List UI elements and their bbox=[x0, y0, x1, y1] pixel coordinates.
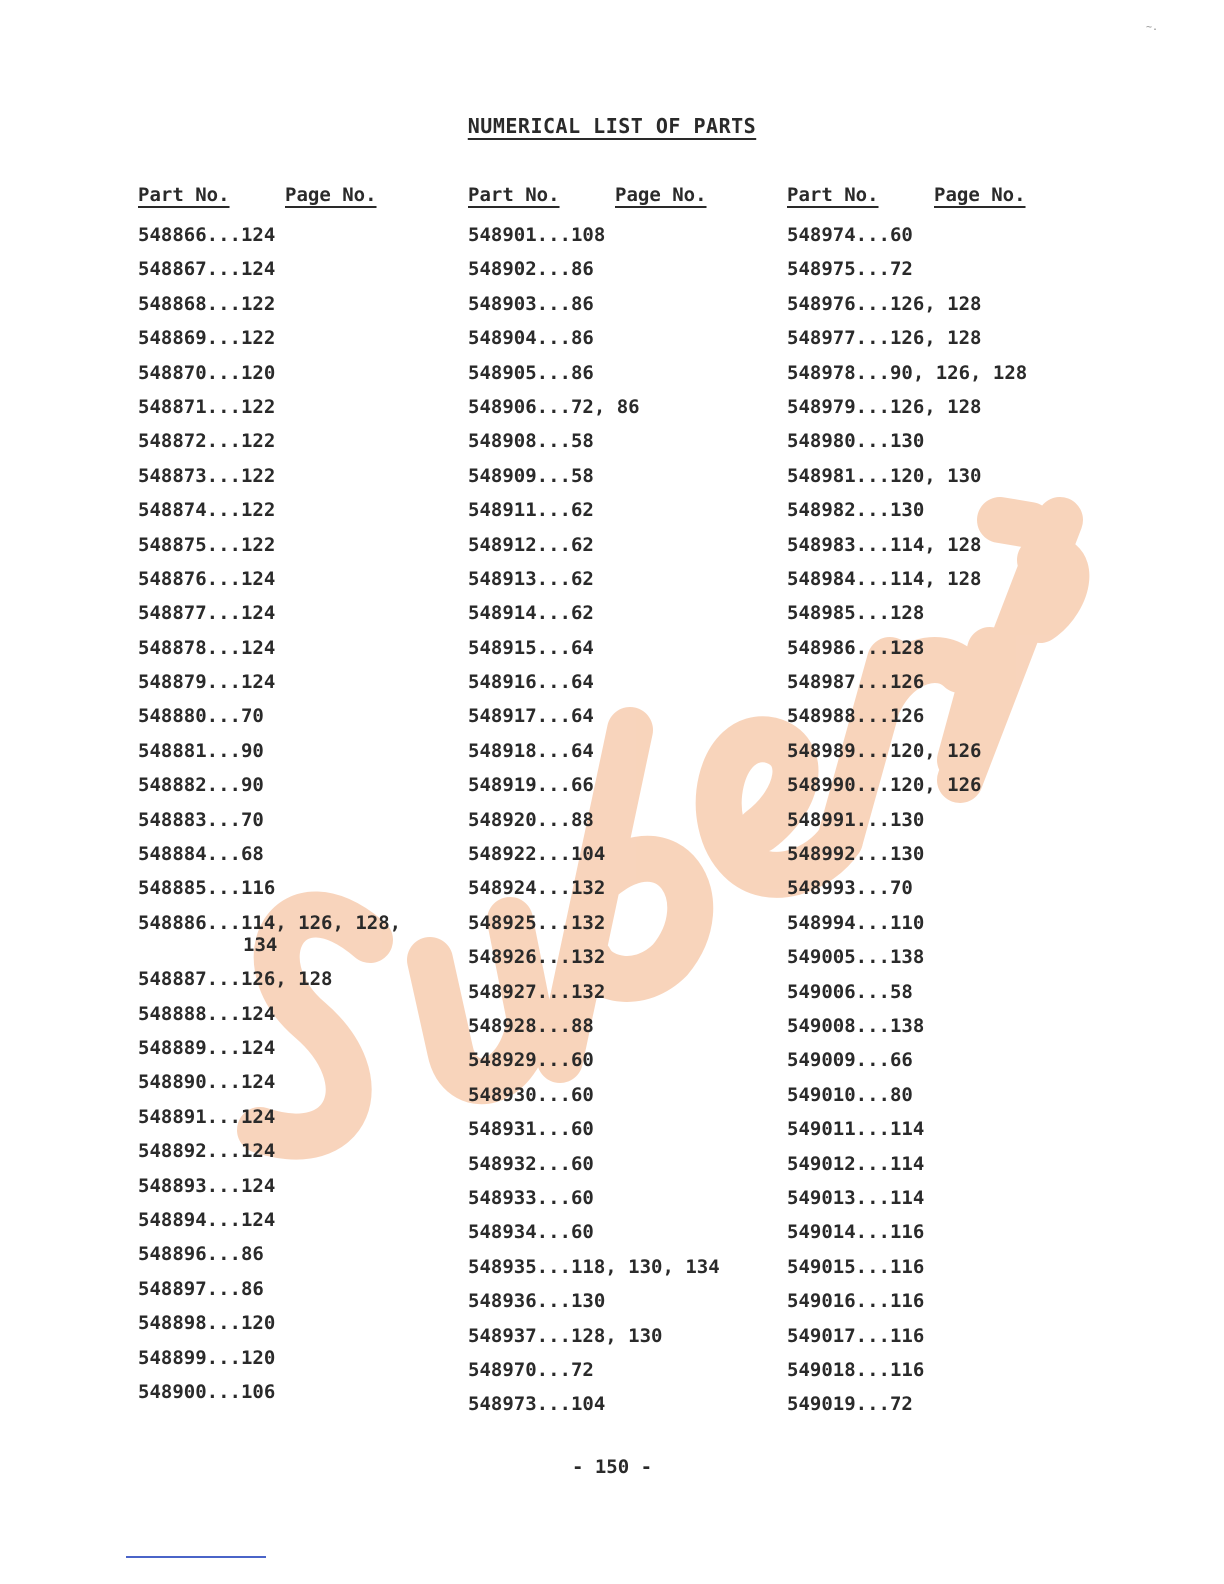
part-entry: 548880...70 bbox=[138, 705, 264, 728]
part-entry: 548977...126, 128 bbox=[787, 327, 982, 350]
parts-column-1 bbox=[138, 184, 401, 1403]
part-entry: 548985...128 bbox=[787, 602, 925, 625]
part-entry: 548990...120, 126 bbox=[787, 774, 982, 797]
part-entry: 548978...90, 126, 128 bbox=[787, 361, 1028, 384]
part-entry: 548894...124 bbox=[138, 1208, 276, 1231]
part-entry: 548933...60 bbox=[468, 1186, 594, 1209]
part-entry: 548913...62 bbox=[468, 567, 594, 590]
part-entry: 548930...60 bbox=[468, 1083, 594, 1106]
footer-rule bbox=[126, 1556, 266, 1558]
part-entry: 548909...58 bbox=[468, 464, 594, 487]
column-header bbox=[468, 184, 720, 224]
part-entry: 548877...124 bbox=[138, 602, 276, 625]
part-entry: 548899...120 bbox=[138, 1346, 276, 1369]
part-entry: 548898...120 bbox=[138, 1312, 276, 1335]
part-entry: 548904...86 bbox=[468, 327, 594, 350]
part-entry: 548991...130 bbox=[787, 808, 925, 831]
part-entry: 548935...118, 130, 134 bbox=[468, 1255, 720, 1278]
part-entry: 548869...122 bbox=[138, 327, 276, 350]
part-entry: 548875...122 bbox=[138, 533, 276, 556]
part-entry: 548874...122 bbox=[138, 499, 276, 522]
part-entry: 548906...72, 86 bbox=[468, 395, 640, 418]
part-entry: 549014...116 bbox=[787, 1221, 925, 1244]
scan-mark: ~. bbox=[1146, 22, 1159, 33]
part-entry: 548867...124 bbox=[138, 258, 276, 281]
part-entry: 548902...86 bbox=[468, 258, 594, 281]
part-entry: 548986...128 bbox=[787, 636, 925, 659]
part-entry: 548870...120 bbox=[138, 361, 276, 384]
part-entry: 548932...60 bbox=[468, 1152, 594, 1175]
part-entry: 548936...130 bbox=[468, 1290, 606, 1313]
part-entry: 548919...66 bbox=[468, 774, 594, 797]
part-entry: 548911...62 bbox=[468, 499, 594, 522]
part-entry: 548916...64 bbox=[468, 671, 594, 694]
part-entry: 548872...122 bbox=[138, 430, 276, 453]
part-entry: 548917...64 bbox=[468, 705, 594, 728]
part-entry: 548989...120, 126 bbox=[787, 739, 982, 762]
part-entry: 548920...88 bbox=[468, 808, 594, 831]
page-no-header: Page No. bbox=[285, 184, 377, 206]
part-entry: 548900...106 bbox=[138, 1380, 276, 1403]
part-entry: 548987...126 bbox=[787, 671, 925, 694]
part-entry: 549010...80 bbox=[787, 1083, 913, 1106]
parts-column-2 bbox=[468, 184, 720, 1415]
part-entry: 548908...58 bbox=[468, 430, 594, 453]
part-entry: 548992...130 bbox=[787, 843, 925, 866]
part-entry: 548931...60 bbox=[468, 1118, 594, 1141]
part-entry: 548873...122 bbox=[138, 464, 276, 487]
part-no-header: Part No. bbox=[138, 184, 230, 206]
part-entry: 549015...116 bbox=[787, 1255, 925, 1278]
part-entry: 549012...114 bbox=[787, 1152, 925, 1175]
part-entry: 548905...86 bbox=[468, 361, 594, 384]
part-entry: 548983...114, 128 bbox=[787, 533, 982, 556]
part-entry: 549005...138 bbox=[787, 946, 925, 969]
part-entry: 548994...110 bbox=[787, 911, 925, 934]
part-entry: 548912...62 bbox=[468, 533, 594, 556]
part-entry: 548937...128, 130 bbox=[468, 1324, 663, 1347]
part-entry: 549017...116 bbox=[787, 1324, 925, 1347]
part-entry: 548884...68 bbox=[138, 843, 264, 866]
part-entry: 548922...104 bbox=[468, 843, 606, 866]
parts-column-3 bbox=[787, 184, 1027, 1415]
part-entry: 548892...124 bbox=[138, 1140, 276, 1163]
parts-list bbox=[138, 224, 401, 1403]
parts-list bbox=[787, 224, 1027, 1415]
part-entry: 548901...108 bbox=[468, 224, 606, 246]
part-entry: 548876...124 bbox=[138, 567, 276, 590]
part-entry: 548868...122 bbox=[138, 292, 276, 315]
column-header bbox=[138, 184, 401, 224]
part-entry: 549011...114 bbox=[787, 1118, 925, 1141]
part-entry: 549009...66 bbox=[787, 1049, 913, 1072]
part-entry: 548984...114, 128 bbox=[787, 567, 982, 590]
part-entry: 548974...60 bbox=[787, 224, 913, 246]
part-entry: 548915...64 bbox=[468, 636, 594, 659]
part-entry: 548988...126 bbox=[787, 705, 925, 728]
part-entry: 548993...70 bbox=[787, 877, 913, 900]
part-entry: 548885...116 bbox=[138, 877, 276, 900]
part-entry: 548888...124 bbox=[138, 1002, 276, 1025]
part-entry: 548925...132 bbox=[468, 911, 606, 934]
part-entry: 548918...64 bbox=[468, 739, 594, 762]
part-entry: 548879...124 bbox=[138, 671, 276, 694]
part-entry: 548981...120, 130 bbox=[787, 464, 982, 487]
part-entry: 548914...62 bbox=[468, 602, 594, 625]
part-entry: 548866...124 bbox=[138, 224, 276, 246]
part-entry: 549019...72 bbox=[787, 1393, 913, 1416]
part-entry: 548980...130 bbox=[787, 430, 925, 453]
part-entry: 548878...124 bbox=[138, 636, 276, 659]
part-entry: 549006...58 bbox=[787, 980, 913, 1003]
part-entry: 549008...138 bbox=[787, 1014, 925, 1037]
part-entry: 548890...124 bbox=[138, 1071, 276, 1094]
part-entry: 548928...88 bbox=[468, 1014, 594, 1037]
part-entry: 548887...126, 128 bbox=[138, 968, 333, 991]
part-entry: 548886...114, 126, 128, bbox=[138, 911, 402, 934]
part-entry: 548926...132 bbox=[468, 946, 606, 969]
part-entry: 548970...72 bbox=[468, 1358, 594, 1381]
page-number: - 150 - bbox=[571, 1456, 653, 1478]
page-title: NUMERICAL LIST OF PARTS bbox=[467, 114, 757, 138]
part-no-header: Part No. bbox=[787, 184, 879, 206]
part-entry: 548903...86 bbox=[468, 292, 594, 315]
part-entry: 549013...114 bbox=[787, 1186, 925, 1209]
part-no-header: Part No. bbox=[468, 184, 560, 206]
part-entry: 548871...122 bbox=[138, 395, 276, 418]
part-entry: 548927...132 bbox=[468, 980, 606, 1003]
part-entry: 548976...126, 128 bbox=[787, 292, 982, 315]
page-no-header: Page No. bbox=[934, 184, 1026, 206]
part-entry: 548924...132 bbox=[468, 877, 606, 900]
part-entry: 548975...72 bbox=[787, 258, 913, 281]
part-entry: 134 bbox=[243, 933, 278, 956]
part-entry: 548896...86 bbox=[138, 1243, 264, 1266]
part-entry: 548979...126, 128 bbox=[787, 395, 982, 418]
part-entry: 549016...116 bbox=[787, 1290, 925, 1313]
part-entry: 548897...86 bbox=[138, 1277, 264, 1300]
part-entry: 548883...70 bbox=[138, 808, 264, 831]
part-entry: 548973...104 bbox=[468, 1393, 606, 1416]
part-entry: 548893...124 bbox=[138, 1174, 276, 1197]
part-entry: 548929...60 bbox=[468, 1049, 594, 1072]
part-entry: 548891...124 bbox=[138, 1105, 276, 1128]
parts-list bbox=[468, 224, 720, 1415]
part-entry: 548881...90 bbox=[138, 739, 264, 762]
part-entry: 549018...116 bbox=[787, 1358, 925, 1381]
page-no-header: Page No. bbox=[615, 184, 707, 206]
part-entry: 548889...124 bbox=[138, 1036, 276, 1059]
part-entry: 548882...90 bbox=[138, 774, 264, 797]
part-entry: 548982...130 bbox=[787, 499, 925, 522]
column-header bbox=[787, 184, 1027, 224]
part-entry: 548934...60 bbox=[468, 1221, 594, 1244]
